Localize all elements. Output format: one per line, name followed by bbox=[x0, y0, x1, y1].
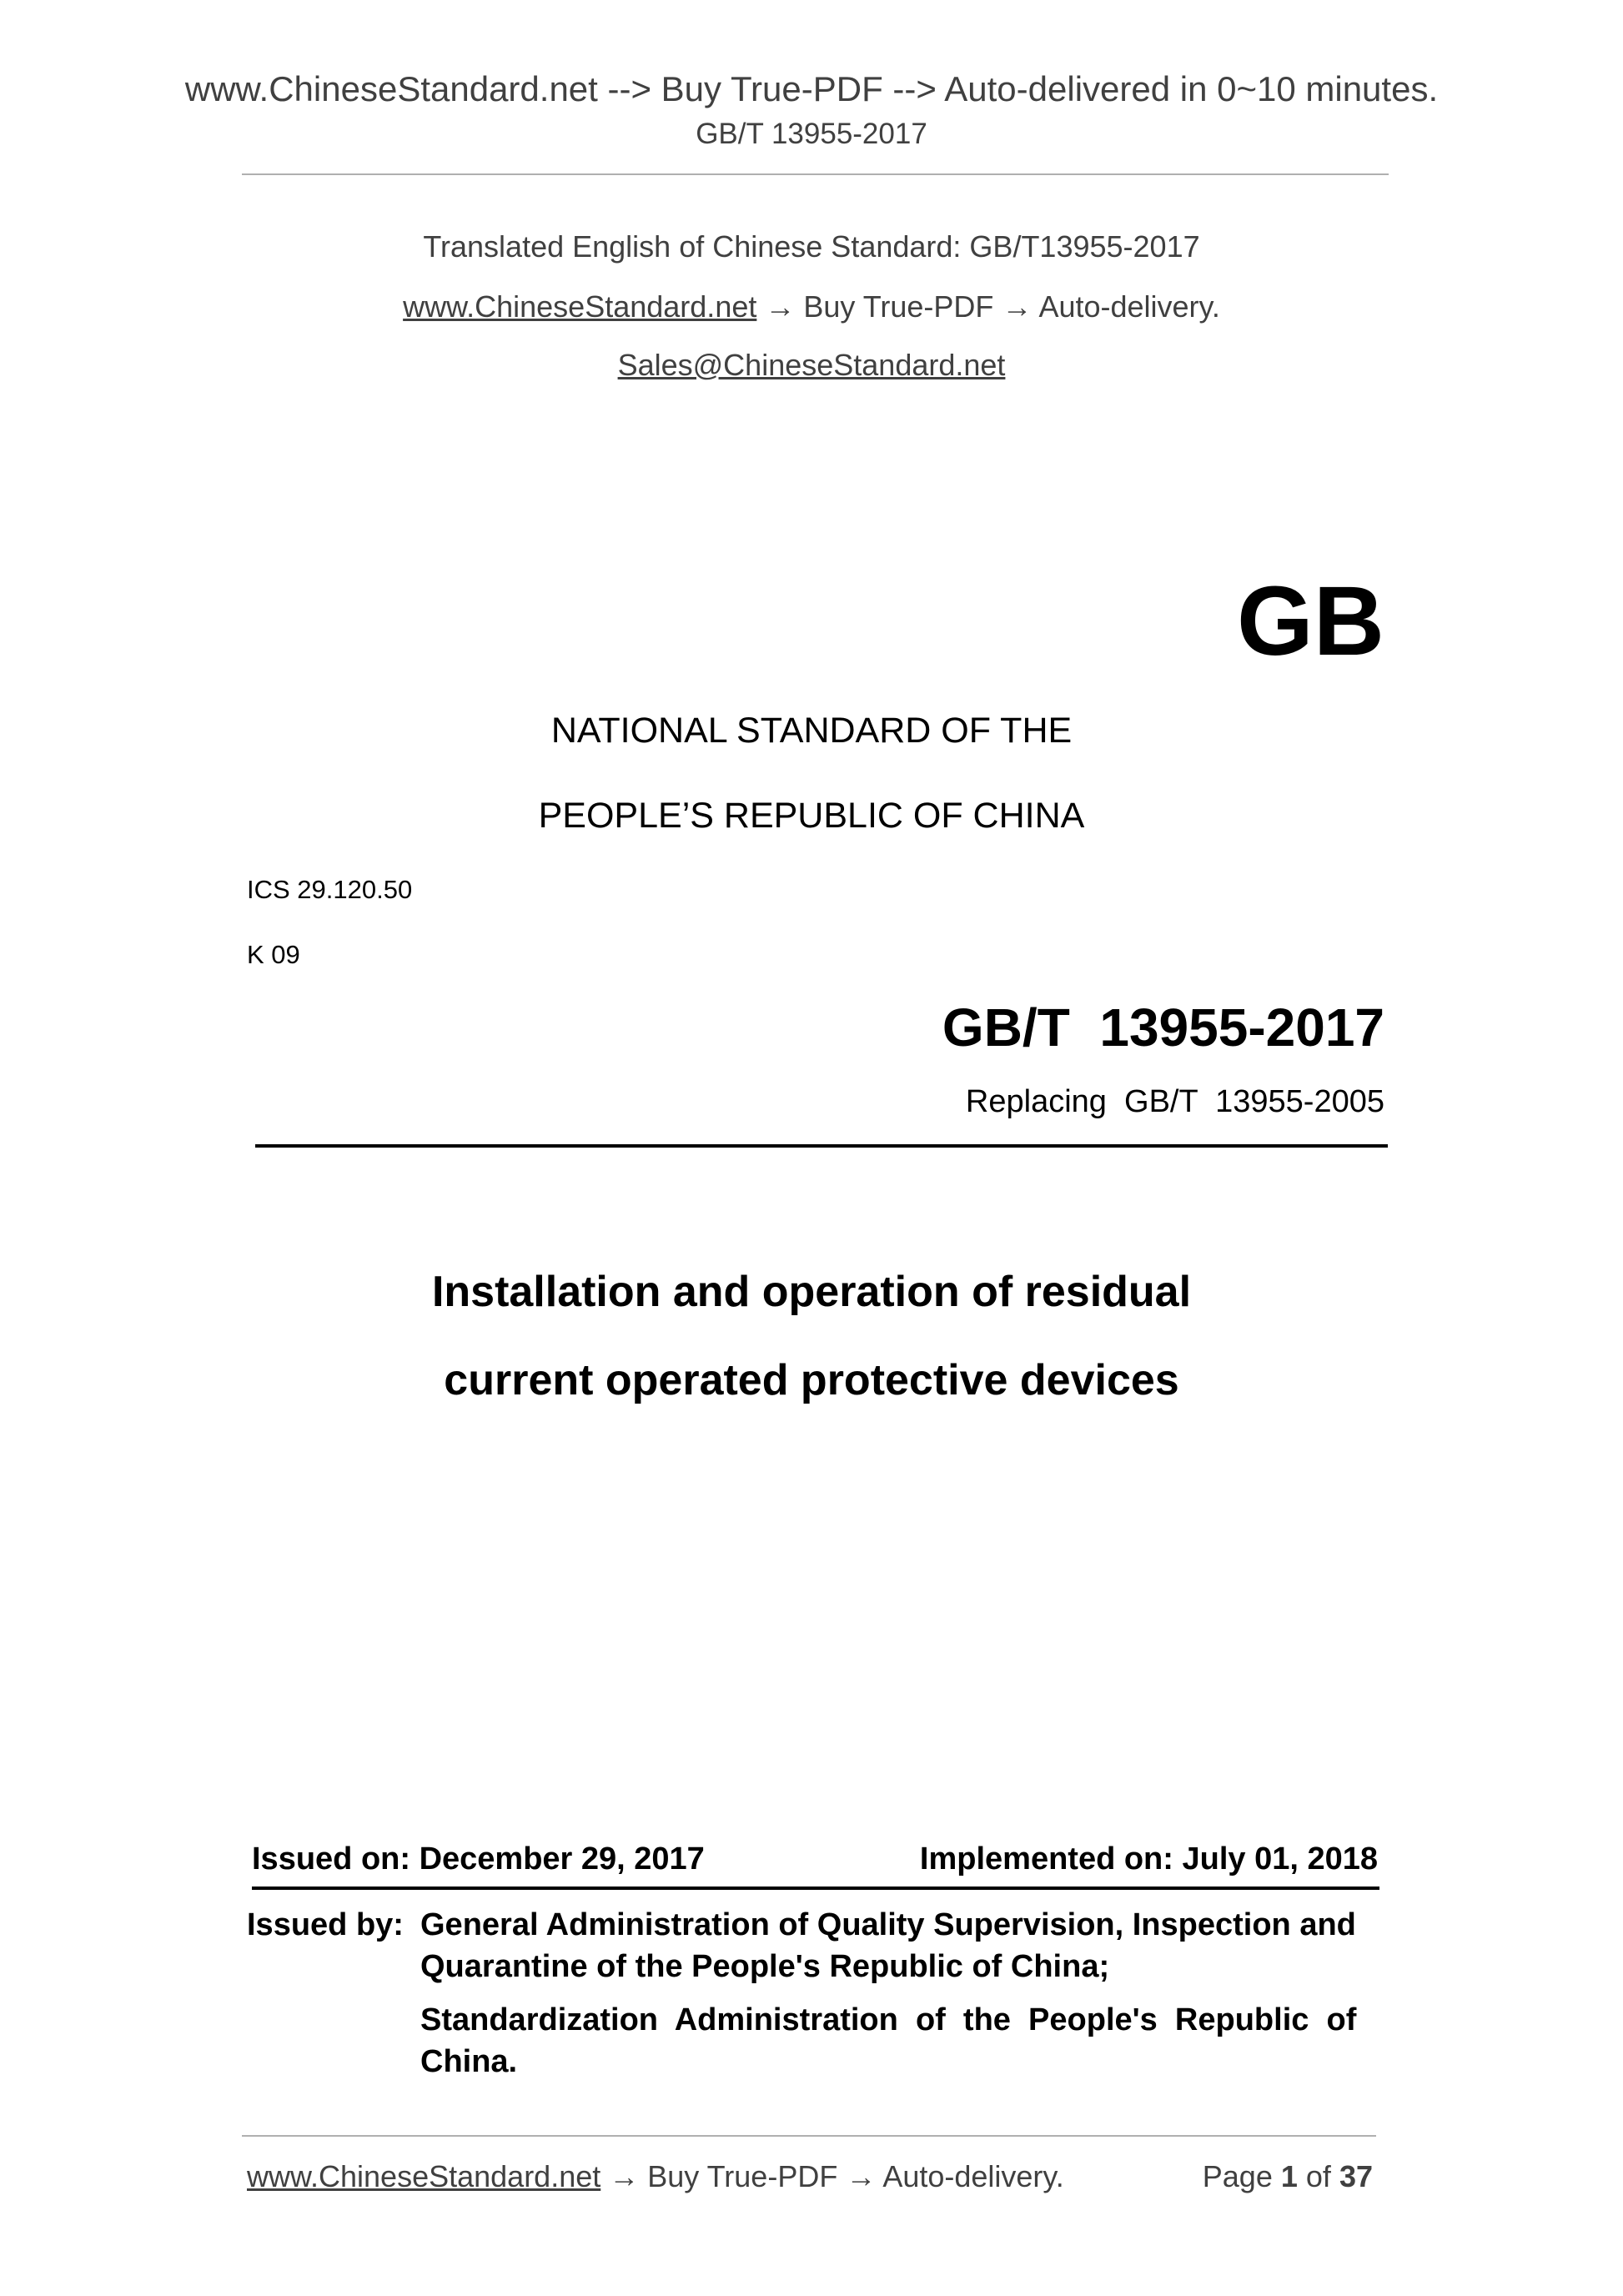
issuer-2-line-1: Standardization Administration of the People's Republic of bbox=[420, 2002, 1357, 2037]
header-divider bbox=[242, 173, 1389, 175]
page-indicator bbox=[1203, 2158, 1373, 2195]
header-doc-code: GB/T 13955-2017 bbox=[696, 118, 927, 150]
footer-site-line bbox=[247, 2158, 1064, 2195]
ics-code: ICS 29.120.50 bbox=[247, 875, 413, 904]
national-line-2: PEOPLE’S REPUBLIC OF CHINA bbox=[538, 796, 1085, 836]
footer-delivery-text: → Buy True-PDF → Auto-delivery. bbox=[600, 2159, 1064, 2193]
issued-by-label: Issued by: bbox=[247, 1907, 404, 1942]
page-label: Page bbox=[1202, 2159, 1273, 2193]
gb-mark: GB bbox=[1237, 566, 1384, 676]
email-line bbox=[0, 347, 1623, 384]
class-code: K 09 bbox=[247, 940, 300, 969]
footer-site-link[interactable]: www.ChineseStandard.net bbox=[247, 2159, 601, 2193]
page-number: 1 bbox=[1280, 2159, 1298, 2193]
delivery-text: → Buy True-PDF → Auto-delivery. bbox=[756, 289, 1220, 324]
title-line-1: Installation and operation of residual bbox=[431, 1268, 1192, 1316]
site-link[interactable]: www.ChineseStandard.net bbox=[403, 289, 757, 324]
issuer-1-line-2: Quarantine of the People's Republic of China; bbox=[420, 1949, 1110, 1984]
header-promo: www.ChineseStandard.net --> Buy True-PDF --> Auto-delivered in 0~10 minutes. bbox=[184, 69, 1439, 108]
standard-number: GB/T 13955-2017 bbox=[942, 997, 1384, 1058]
issued-on: Issued on: December 29, 2017 bbox=[252, 1841, 705, 1876]
national-line-1: NATIONAL STANDARD OF THE bbox=[550, 711, 1073, 751]
issuer-2-line-2: China. bbox=[420, 2044, 518, 2079]
issuer-1-line-1: General Administration of Quality Supervision, Inspection and bbox=[420, 1907, 1356, 1942]
issue-divider bbox=[252, 1887, 1379, 1890]
title-line-2: current operated protective devices bbox=[444, 1356, 1179, 1404]
translated-line: Translated English of Chinese Standard: GB/T13955-2017 bbox=[423, 229, 1200, 264]
email-link[interactable]: Sales@ChineseStandard.net bbox=[617, 348, 1006, 382]
footer-divider bbox=[242, 2135, 1376, 2137]
replacing-line: Replacing GB/T 13955-2005 bbox=[965, 1084, 1384, 1119]
page-total: 37 bbox=[1339, 2159, 1373, 2193]
implemented-on: Implemented on: July 01, 2018 bbox=[919, 1841, 1378, 1876]
cover-divider bbox=[255, 1144, 1388, 1148]
of-label: of bbox=[1305, 2159, 1331, 2193]
site-delivery-line bbox=[0, 289, 1623, 325]
